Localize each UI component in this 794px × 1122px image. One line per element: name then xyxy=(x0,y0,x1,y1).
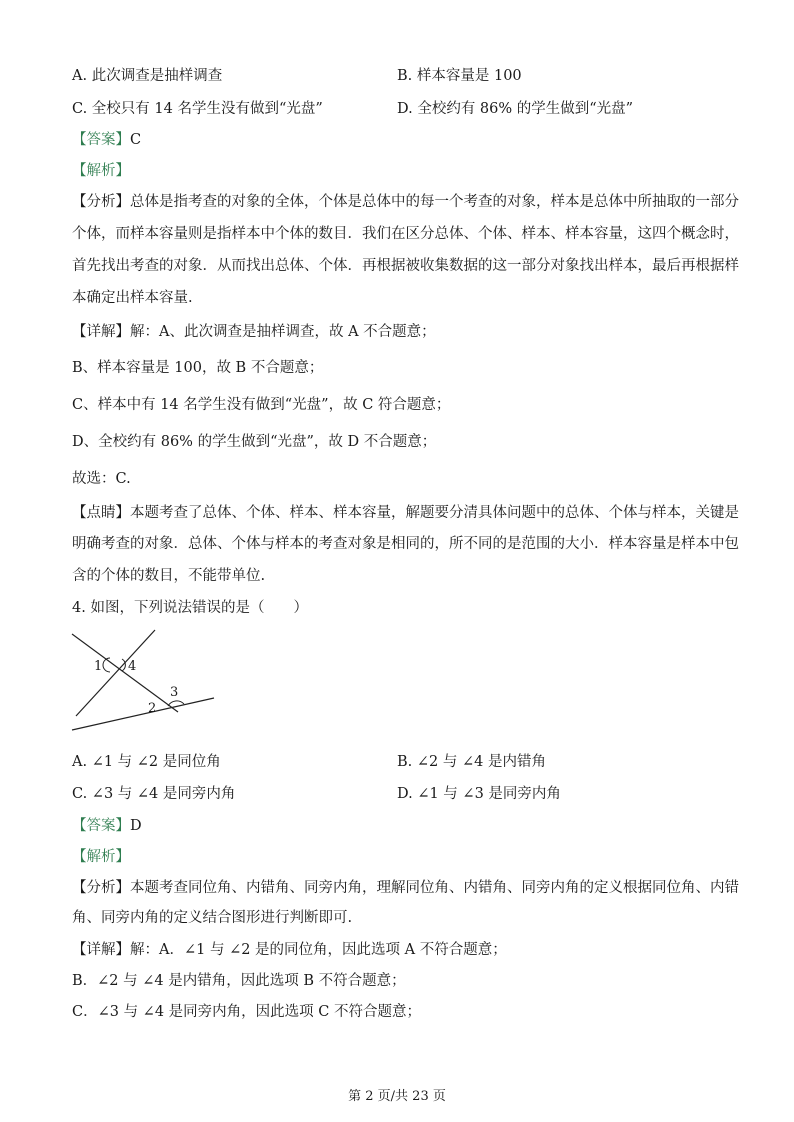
q3-answer xyxy=(72,130,141,150)
line-c xyxy=(72,698,214,730)
q3-fenxi-line-1 xyxy=(72,192,739,212)
q4-answer xyxy=(72,816,142,836)
q3-detail-line-1 xyxy=(72,322,436,342)
answer-value: C xyxy=(130,132,142,148)
q4-option-b: B. ∠2 与 ∠4 是内错角 xyxy=(397,754,546,770)
q4-detail-line-1 xyxy=(72,940,507,960)
q3-fenxi-line-4: 本确定出样本容量. xyxy=(72,290,193,306)
q4-detail-line-2: B．∠2 与 ∠4 是内错角，因此选项 B 不符合题意； xyxy=(72,973,406,989)
answer-tag: 【答案】 xyxy=(72,818,130,834)
comment-tag: 【点睛】 xyxy=(72,505,130,521)
q3-option-a: A. 此次调查是抽样调查 xyxy=(72,68,223,84)
q3-option-b: B. 样本容量是 100 xyxy=(397,68,522,84)
fenxi-text: 总体是指考查的对象的全体，个体是总体中的每一个考查的对象，样本是总体中所抽取的一部分 xyxy=(130,194,739,210)
comment-text: 本题考查了总体、个体、样本、样本容量，解题要分清具体问题中的总体、个体与样本，关键是 xyxy=(130,505,739,521)
angle-3-label: 3 xyxy=(170,685,179,700)
line-a xyxy=(72,634,178,712)
q3-detail-line-4: D、全校约有 86% 的学生做到“光盘”，故 D 不合题意； xyxy=(72,434,437,450)
fenxi-tag: 【分析】 xyxy=(72,194,130,210)
q4-analysis-tag: 【解析】 xyxy=(72,849,130,865)
line-b xyxy=(76,630,155,716)
answer-tag: 【答案】 xyxy=(72,132,130,148)
q4-fenxi-line-2: 角、同旁内角的定义结合图形进行判断即可. xyxy=(72,910,353,926)
angle-4-label: 4 xyxy=(128,659,137,674)
detail-tag: 【详解】 xyxy=(72,942,130,958)
angle-1-label: 1 xyxy=(94,659,103,674)
detail-text: 解：A、此次调查是抽样调查，故 A 不合题意； xyxy=(130,324,436,340)
q3-analysis-tag: 【解析】 xyxy=(72,163,130,179)
q4-stem: 4. 如图，下列说法错误的是（ ） xyxy=(72,600,308,616)
fenxi-tag: 【分析】 xyxy=(72,880,130,896)
q3-detail-line-3: C、样本中有 14 名学生没有做到“光盘”，故 C 符合题意； xyxy=(72,397,451,413)
angle-figure xyxy=(60,624,230,744)
q4-fenxi-line-1 xyxy=(72,878,739,898)
detail-text: 解：A．∠1 与 ∠2 是的同位角，因此选项 A 不符合题意； xyxy=(130,942,507,958)
fenxi-text: 本题考查同位角、内错角、同旁内角，理解同位角、内错角、同旁内角的定义根据同位角、内错 xyxy=(130,880,739,896)
q3-option-d: D. 全校约有 86% 的学生做到“光盘” xyxy=(397,101,634,117)
angle-2-label: 2 xyxy=(148,701,157,716)
q3-comment-line-2: 明确考查的对象．总体、个体与样本的考查对象是相同的，所不同的是范围的大小．样本容量是样本中包 xyxy=(72,536,739,552)
q3-comment-line-1 xyxy=(72,503,739,523)
page-footer: 第 2 页/共 23 页 xyxy=(348,1089,446,1104)
q3-detail-line-2: B、样本容量是 100，故 B 不合题意； xyxy=(72,360,324,376)
q3-fenxi-line-3: 首先找出考查的对象．从而找出总体、个体．再根据被收集数据的这一部分对象找出样本，最后再根据样 xyxy=(72,258,739,274)
q3-fenxi-line-2: 个体，而样本容量则是指样本中个体的数目．我们在区分总体、个体、样本、样本容量，这四个概念时， xyxy=(72,226,739,242)
q3-detail-line-5: 故选：C. xyxy=(72,471,131,487)
detail-tag: 【详解】 xyxy=(72,324,130,340)
q4-option-c: C. ∠3 与 ∠4 是同旁内角 xyxy=(72,786,236,802)
q3-option-c: C. 全校只有 14 名学生没有做到“光盘” xyxy=(72,101,323,117)
q4-detail-line-3: C．∠3 与 ∠4 是同旁内角，因此选项 C 不符合题意； xyxy=(72,1004,421,1020)
q3-comment-line-3: 含的个体的数目，不能带单位. xyxy=(72,568,266,584)
q4-option-a: A. ∠1 与 ∠2 是同位角 xyxy=(72,754,221,770)
q4-option-d: D. ∠1 与 ∠3 是同旁内角 xyxy=(397,786,561,802)
answer-value: D xyxy=(130,818,142,834)
